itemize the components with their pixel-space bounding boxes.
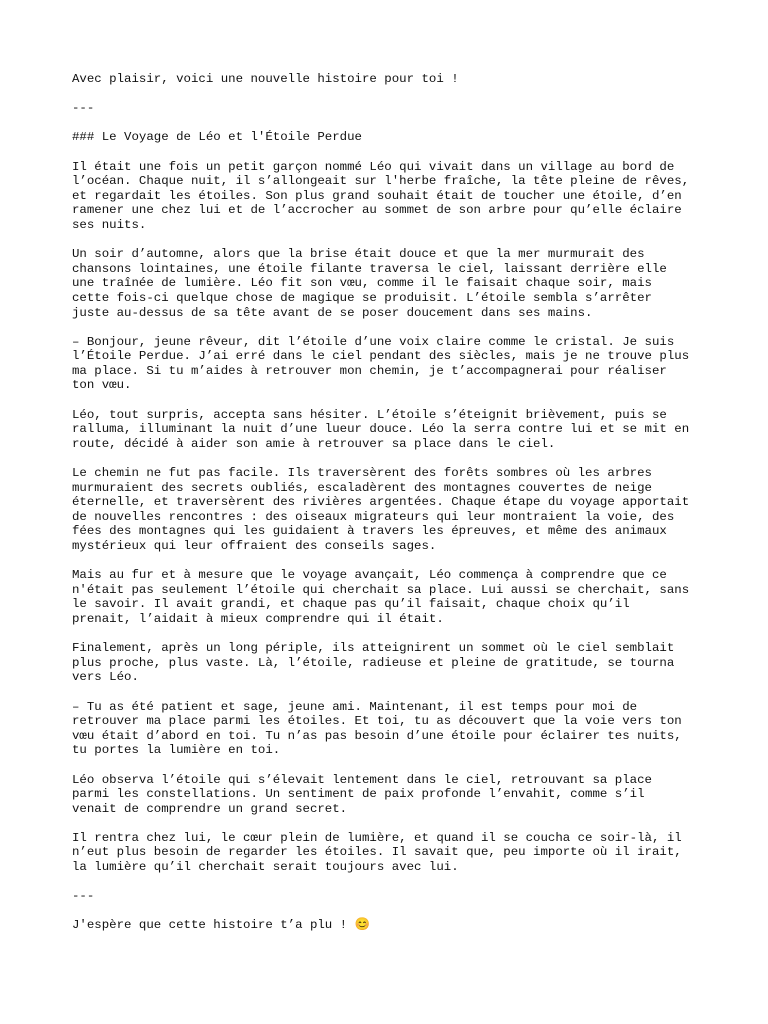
paragraph: Mais au fur et à mesure que le voyage avançait, Léo commença à comprendre que ce n'était pas seulement l’étoile qui cherchait sa place. Lui aussi se cherchait, sans le savoir. Il avait grandi, et chaque pas qu’il faisait, chaque choix qu’il prenait, l’aidait à mieux comprendre qui il était. [72,568,690,626]
paragraph: Finalement, après un long périple, ils atteignirent un sommet où le ciel semblait plus proche, plus vaste. Là, l’étoile, radieuse et pleine de gratitude, se tourna vers Léo. [72,641,675,685]
story-title: ### Le Voyage de Léo et l'Étoile Perdue [72,130,362,145]
paragraph: Un soir d’automne, alors que la brise était douce et que la mer murmurait des chansons lointaines, une étoile filante traversa le ciel, laissant derrière elle une traînée de lumière. Léo fit son vœu, comme il le faisait chaque soir, mais cette fois-ci quelque chose de magique se produisit. L’étoile sembla s’arrêter juste au-dessus de sa tête avant de se poser doucement dans ses mains. [72,247,667,320]
paragraph: Le chemin ne fut pas facile. Ils traversèrent des forêts sombres où les arbres murmuraient des secrets oubliés, escaladèrent des montagnes couvertes de neige éternelle, et traversèrent des rivières argentées. Chaque étape du voyage apportait de nouvelles rencontres : des oiseaux migrateurs qui leur montraient la voie, des fées des montagnes qui les guidaient à travers les épreuves, et même des animaux mystérieux qui leur offraient des conseils sages. [72,466,690,553]
paragraph: Léo observa l’étoile qui s’élevait lentement dans le ciel, retrouvant sa place parmi les constellations. Un sentiment de paix profonde l’envahit, comme s’il venait de comprendre un grand secret. [72,772,652,816]
separator-bottom: --- [72,889,95,904]
paragraph: Il était une fois un petit garçon nommé Léo qui vivait dans un village au bord de l’océan. Chaque nuit, il s’allongeait sur l'herbe fraîche, la tête pleine de rêves, et regardait les étoiles. Son plus grand souhait était de toucher une étoile, d’en ramener une chez lui et de l’accrocher au sommet de son arbre pour qu’elle éclaire ses nuits. [72,159,690,232]
paragraph: – Bonjour, jeune rêveur, dit l’étoile d’une voix claire comme le cristal. Je suis l’Étoile Perdue. J’ai erré dans le ciel pendant des siècles, mais je ne trouve plus ma place. Si tu m’aides à retrouver mon chemin, je t’accompagnerai pour réaliser ton vœu. [72,334,690,393]
closing-text: J'espère que cette histoire t’a plu ! 😊 [72,918,370,933]
separator-top: --- [72,101,95,116]
intro-text: Avec plaisir, voici une nouvelle histoire pour toi ! [72,72,459,86]
paragraph: – Tu as été patient et sage, jeune ami. Maintenant, il est temps pour moi de retrouver ma place parmi les étoiles. Et toi, tu as découvert que la voie vers ton vœu était d’abord en toi. Tu n’as pas besoin d’une étoile pour éclairer tes nuits, tu portes la lumière en toi. [72,699,682,758]
paragraph: Léo, tout surpris, accepta sans hésiter. L’étoile s’éteignit brièvement, puis se ralluma, illuminant la nuit d’une lueur douce. Léo la serra contre lui et se mit en route, décidé à aider son amie à retrouver sa place dans le ciel. [72,407,690,451]
document-page [72,72,712,948]
paragraph: Il rentra chez lui, le cœur plein de lumière, et quand il se coucha ce soir-là, il n’eut plus besoin de regarder les étoiles. Il savait que, peu importe où il irait, la lumière qu’il cherchait serait toujours avec lui. [72,830,682,875]
